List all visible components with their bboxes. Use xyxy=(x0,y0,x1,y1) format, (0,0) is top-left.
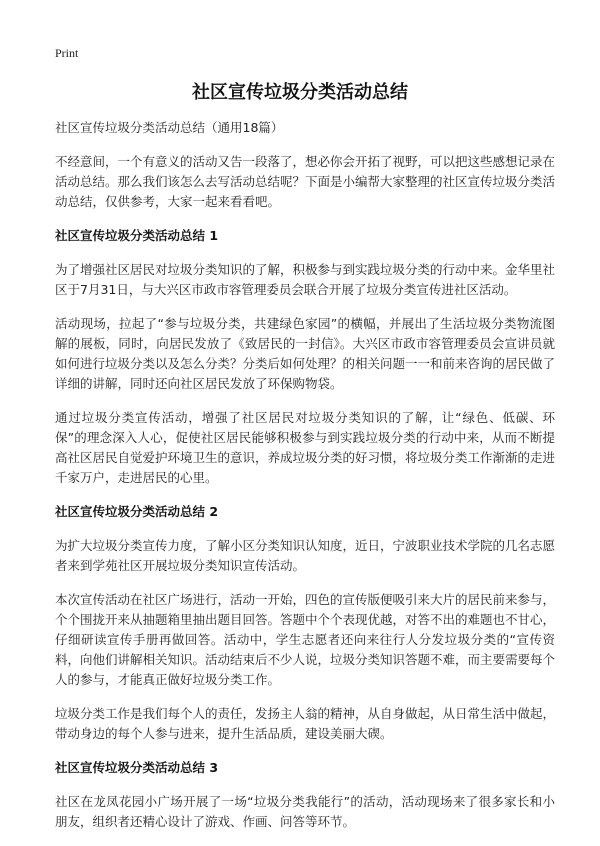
document-body xyxy=(55,118,555,846)
section-heading: 社区宣传垃圾分类活动总结 1 xyxy=(55,228,219,243)
section-paragraph: 为了增强社区居民对垃圾分类知识的了解，积极参与到实践垃圾分类的行动中来。金华里社区于7月31日，与大兴区市政市容管理委员会联合开展了垃圾分类宣传进社区活动。 xyxy=(55,262,556,297)
section-heading: 社区宣传垃圾分类活动总结 2 xyxy=(55,504,219,519)
section-paragraph: 活动现场，拉起了“参与垃圾分类，共建绿色家园”的横幅，并展出了生活垃圾分类物流图解的展板，同时，向居民发放了《致居民的一封信》。大兴区市政市容管理委员会宣讲员就如何进行垃圾分类以及怎么分类？分类后如何处理？的相关问题一一和前来咨询的居民做了详细的讲解，同时还向社区居民发放了环保购物袋。 xyxy=(55,316,556,391)
section-heading: 社区宣传垃圾分类活动总结 3 xyxy=(55,760,219,775)
section-paragraph: 通过垃圾分类宣传活动，增强了社区居民对垃圾分类知识的了解，让“绿色、低碳、环保”的理念深入人心，促使社区居民能够积极参与到实践垃圾分类的行动中来，从而不断提高社区居民自觉爱护环境卫生的意识，养成垃圾分类的好习惯，将垃圾分类工作渐渐的走进千家万户，走进居民的心里。 xyxy=(55,410,556,485)
section-paragraph: 垃圾分类工作是我们每个人的责任，发扬主人翁的精神，从自身做起，从日常生活中做起，带动身边的每个人参与进来，提升生活品质，建设美丽大碶。 xyxy=(55,706,556,741)
section-paragraph: 为扩大垃圾分类宣传力度，了解小区分类知识认知度，近日，宁波职业技术学院的几名志愿者来到学苑社区开展垃圾分类知识宣传活动。 xyxy=(55,538,556,573)
document-subtitle: 社区宣传垃圾分类活动总结（通用18篇） xyxy=(55,120,284,135)
section-paragraph: 本次宣传活动在社区广场进行，活动一开始，四色的宣传版便吸引来大片的居民前来参与，个个围拢开来从抽题箱里抽出题目回答。答题中个个表现优越，对答不出的难题也不甘心，仔细研读宣传手册再做回答。活动中，学生志愿者还向来往行人分发垃圾分类的“宣传资料，向他们讲解相关知识。活动结束后不少人说，垃圾分类知识答题不难，而主要需要每个人的参与，才能真正做好垃圾分类工作。 xyxy=(55,592,556,687)
section-paragraph: 社区在龙凤花园小广场开展了一场“垃圾分类我能行”的活动，活动现场来了很多家长和小朋友，组织者还精心设计了游戏、作画、问答等环节。 xyxy=(55,794,555,829)
page-title: 社区宣传垃圾分类活动总结 xyxy=(192,82,408,103)
print-link[interactable]: Print xyxy=(55,46,79,60)
intro-paragraph: 不经意间，一个有意义的活动又告一段落了，想必你会开拓了视野，可以把这些感想记录在活动总结。那么我们该怎么去写活动总结呢？下面是小编帮大家整理的社区宣传垃圾分类活动总结，仅供参考，大家一起来看看吧。 xyxy=(55,154,556,209)
